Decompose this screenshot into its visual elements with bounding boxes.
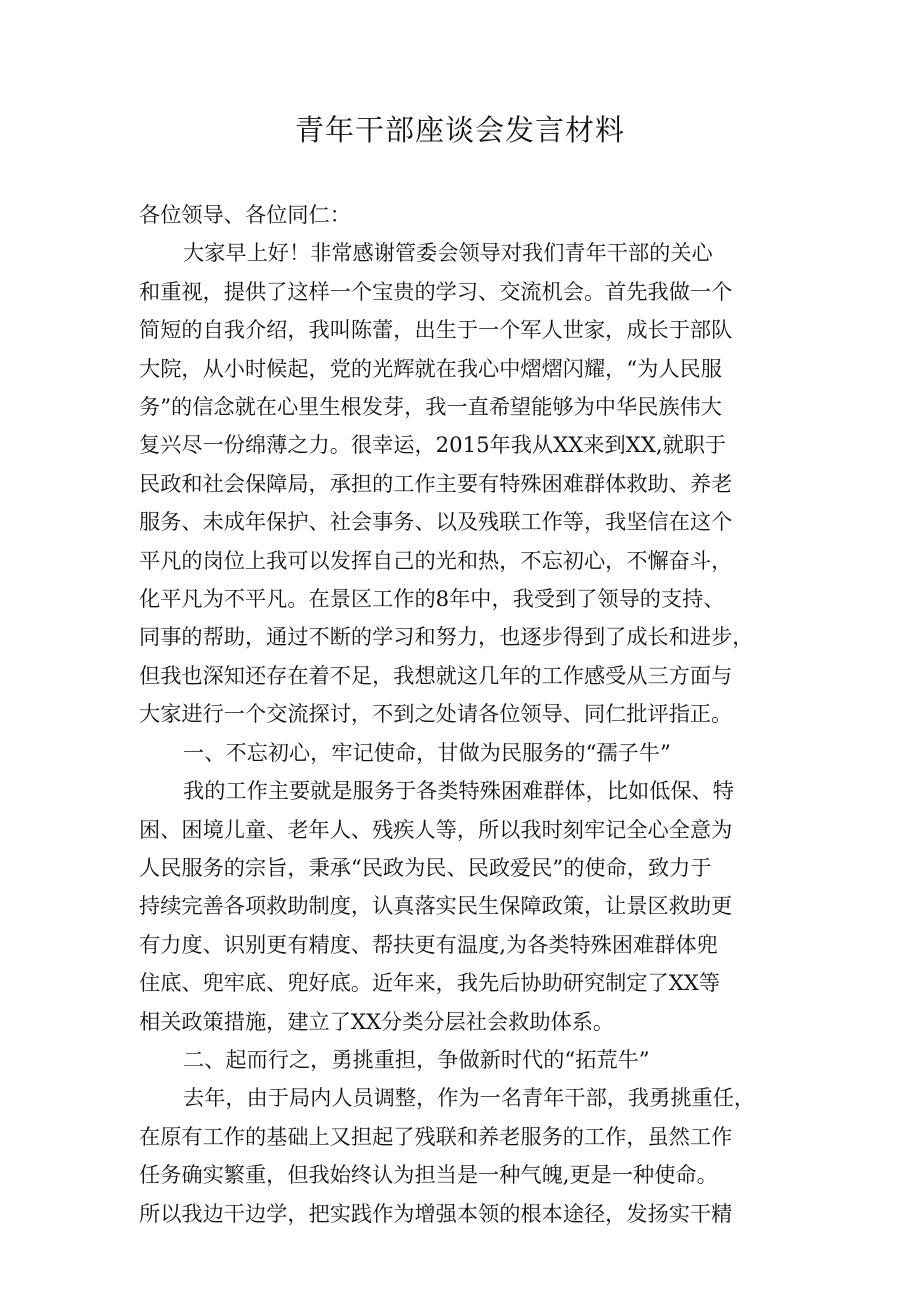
body-line: 所以我边干边学，把实践作为增强本领的根本途径，发扬实干精 — [139, 1200, 733, 1226]
body-line: 二、起而行之，勇挑重担，争做新时代的“拓荒牛” — [183, 1046, 650, 1072]
body-line: 和重视，提供了这样一个宝贵的学习、交流机会。首先我做一个 — [139, 278, 733, 304]
body-line: 大家早上好！非常感谢管委会领导对我们青年干部的关心 — [183, 240, 713, 266]
body-line: 持续完善各项救助制度，认真落实民生保障政策，让景区救助更 — [139, 893, 733, 919]
document-title: 青年干部座谈会发言材料 — [294, 113, 625, 147]
body-line: 务”的信念就在心里生根发芽，我一直希望能够为中华民族伟大 — [139, 394, 722, 420]
body-line: 大家进行一个交流探讨，不到之处请各位领导、同仁批评指正。 — [139, 701, 733, 727]
body-line: 民政和社会保障局，承担的工作主要有特殊困难群体救助、养老 — [139, 470, 733, 496]
body-line: 大院，从小时候起，党的光辉就在我心中熠熠闪耀，“为人民服 — [139, 355, 722, 381]
body-line: 但我也深知还存在着不足，我想就这几年的工作感受从三方面与 — [139, 662, 733, 688]
body-line: 相关政策措施，建立了XX分类分层社会救助体系。 — [139, 1008, 615, 1034]
body-line: 住底、兜牢底、兜好底。近年来，我先后协助研究制定了XX等 — [139, 970, 721, 996]
body-line: 化平凡为不平凡。在景区工作的8年中，我受到了领导的支持、 — [139, 586, 725, 612]
body-line: 服务、未成年保护、社会事务、以及残联工作等，我坚信在这个 — [139, 509, 733, 535]
body-line: 在原有工作的基础上又担起了残联和养老服务的工作，虽然工作 — [139, 1123, 733, 1149]
body-line: 简短的自我介绍，我叫陈蕾，出生于一个军人世家，成长于部队 — [139, 317, 733, 343]
body-line: 任务确实繁重，但我始终认为担当是一种气魄,更是一种使命。 — [139, 1162, 718, 1188]
body-line: 平凡的岗位上我可以发挥自己的光和热，不忘初心，不懈奋斗， — [139, 547, 733, 573]
body-line: 一、不忘初心，牢记使命，甘做为民服务的“孺子牛” — [183, 739, 671, 765]
body-line: 同事的帮助，通过不断的学习和努力，也逐步得到了成长和进步， — [139, 624, 754, 650]
body-line: 人民服务的宗旨，秉承“民政为民、民政爱民”的使命，致力于 — [139, 854, 712, 880]
body-line: 困、困境儿童、老年人、残疾人等，所以我时刻牢记全心全意为 — [139, 816, 733, 842]
body-line: 复兴尽一份绵薄之力。很幸运，2015年我从XX来到XX,就职于 — [139, 432, 727, 458]
document-body — [139, 196, 799, 1233]
body-line: 有力度、识别更有精度、帮扶更有温度,为各类特殊困难群体兜 — [139, 931, 718, 957]
body-line: 各位领导、各位同仁： — [139, 202, 351, 227]
body-line: 我的工作主要就是服务于各类特殊困难群体，比如低保、特 — [183, 778, 734, 804]
body-line: 去年，由于局内人员调整，作为一名青年干部，我勇挑重任， — [183, 1085, 756, 1111]
